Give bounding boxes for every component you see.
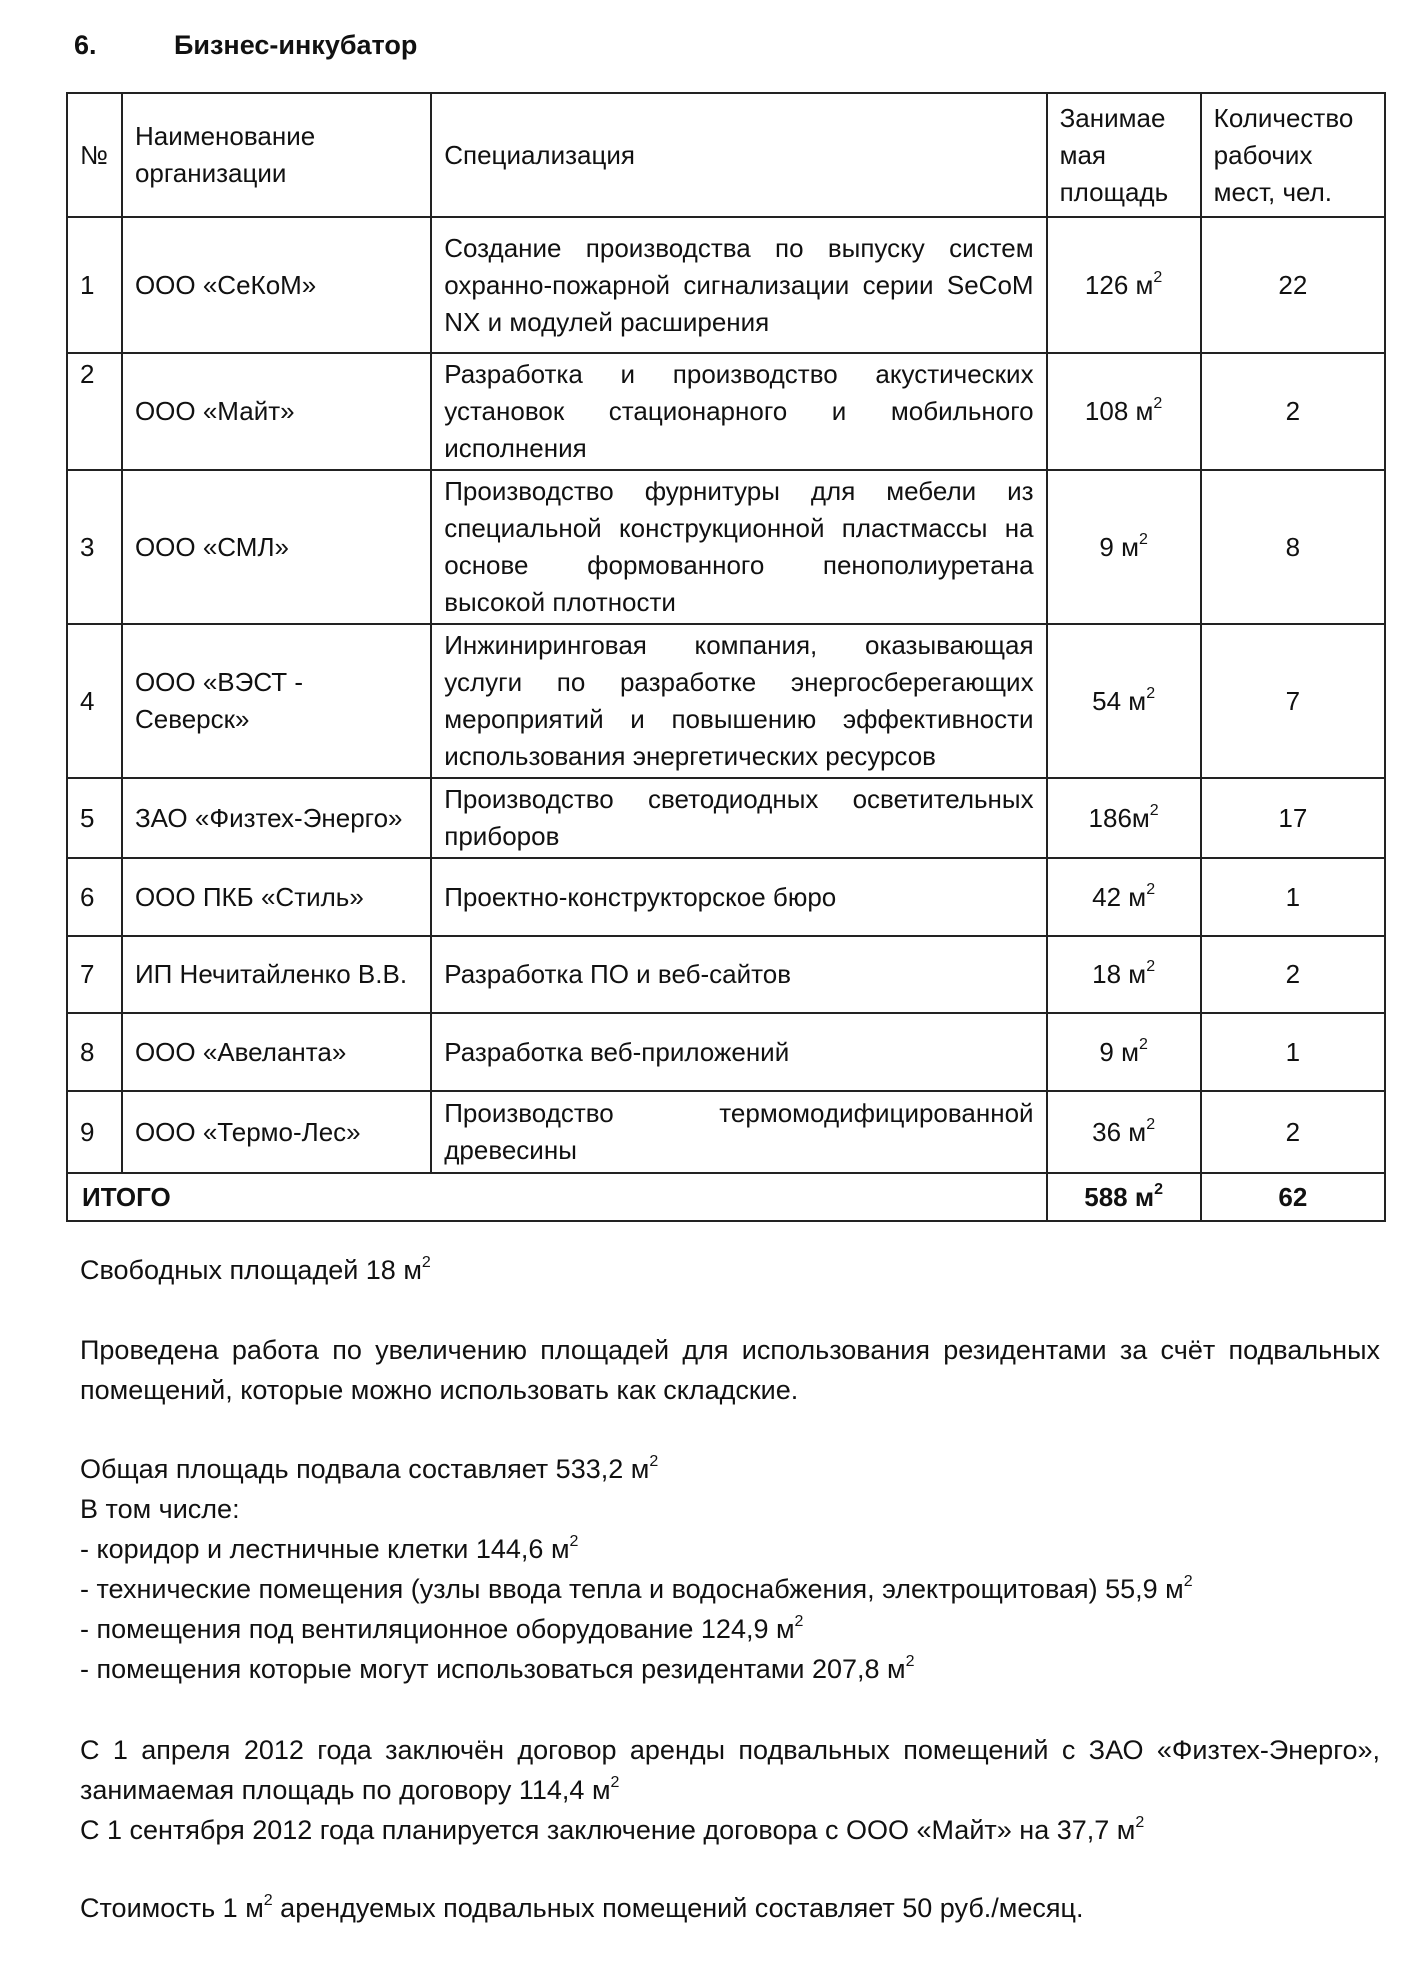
area-value: 9 м xyxy=(1099,531,1139,562)
row-number: 9 xyxy=(67,1091,122,1173)
basement-work-text: Проведена работа по увеличению площадей для использования резидентами за счёт подвальных помещений, которые можно использовать как складские. xyxy=(80,1335,1380,1405)
table-row xyxy=(67,936,1385,1013)
area-cell xyxy=(1047,858,1201,936)
row-number: 4 xyxy=(67,624,122,778)
workplaces-cell: 2 xyxy=(1201,936,1385,1013)
specialization: Разработка ПО и веб-сайтов xyxy=(431,936,1046,1013)
area-value: 36 м xyxy=(1092,1116,1147,1147)
specialization: Производство термомодифицированной древесины xyxy=(431,1091,1046,1173)
lease-block xyxy=(80,1730,1380,1850)
area-superscript: 2 xyxy=(1135,1814,1145,1831)
area-superscript: 2 xyxy=(421,1254,431,1271)
workplaces-cell: 7 xyxy=(1201,624,1385,778)
total-area-cell xyxy=(1047,1173,1201,1221)
area-superscript: 2 xyxy=(1146,880,1156,898)
area-superscript: 2 xyxy=(1149,801,1159,819)
org-name: ЗАО «Физтех-Энерго» xyxy=(122,778,431,858)
workplaces-cell: 2 xyxy=(1201,1091,1385,1173)
cost-text-start: Стоимость 1 м xyxy=(80,1893,264,1923)
total-workplaces: 62 xyxy=(1201,1173,1385,1221)
org-name: ИП Нечитайленко В.В. xyxy=(122,936,431,1013)
area-value: 186м xyxy=(1088,802,1150,833)
header-no: № xyxy=(67,93,122,217)
area-superscript: 2 xyxy=(569,1533,579,1550)
header-workplaces: Количество рабочих мест, чел. xyxy=(1201,93,1385,217)
free-area-paragraph xyxy=(80,1250,1380,1290)
specialization: Производство фурнитуры для мебели из специальной конструкционной пластмассы на основе формованного пенополиуретана высокой плотности xyxy=(431,470,1046,624)
org-name: ООО «СеКоМ» xyxy=(122,217,431,353)
total-row xyxy=(67,1173,1385,1221)
area-superscript: 2 xyxy=(1138,530,1148,548)
row-number: 2 xyxy=(67,353,122,470)
area-superscript: 2 xyxy=(1146,958,1156,976)
workplaces-cell: 17 xyxy=(1201,778,1385,858)
workplaces-cell: 1 xyxy=(1201,858,1385,936)
total-label: ИТОГО xyxy=(67,1173,1047,1221)
area-cell xyxy=(1047,470,1201,624)
row-number: 5 xyxy=(67,778,122,858)
row-number: 6 xyxy=(67,858,122,936)
free-area-text: Свободных площадей 18 м xyxy=(80,1255,422,1285)
area-superscript: 2 xyxy=(1154,1180,1163,1198)
area-superscript: 2 xyxy=(1153,395,1163,413)
breakdown-item: - коридор и лестничные клетки 144,6 м xyxy=(80,1534,570,1564)
table-row xyxy=(67,217,1385,353)
table-row xyxy=(67,1091,1385,1173)
area-superscript: 2 xyxy=(1138,1035,1148,1053)
org-name: ООО «СМЛ» xyxy=(122,470,431,624)
org-name: ООО «Термо-Лес» xyxy=(122,1091,431,1173)
header-name: Наименование организации xyxy=(122,93,431,217)
breakdown-item: - помещения которые могут использоваться резидентами 207,8 м xyxy=(80,1654,906,1684)
area-cell xyxy=(1047,936,1201,1013)
cost-text-end: арендуемых подвальных помещений составляет 50 руб./месяц. xyxy=(272,1893,1084,1923)
row-number: 1 xyxy=(67,217,122,353)
section-title: Бизнес-инкубатор xyxy=(174,30,418,60)
area-superscript: 2 xyxy=(263,1892,273,1909)
basement-work-paragraph xyxy=(80,1330,1380,1410)
row-number: 8 xyxy=(67,1013,122,1091)
org-name: ООО ПКБ «Стиль» xyxy=(122,858,431,936)
workplaces-cell: 22 xyxy=(1201,217,1385,353)
area-superscript: 2 xyxy=(1183,1573,1193,1590)
area-value: 42 м xyxy=(1092,881,1147,912)
table-row xyxy=(67,1013,1385,1091)
breakdown-item: - помещения под вентиляционное оборудование 124,9 м xyxy=(80,1614,795,1644)
cost-paragraph xyxy=(80,1888,1380,1928)
org-name: ООО «ВЭСТ - Северск» xyxy=(122,624,431,778)
header-specialization: Специализация xyxy=(431,93,1046,217)
table-row xyxy=(67,858,1385,936)
area-superscript: 2 xyxy=(1146,1115,1156,1133)
section-heading xyxy=(74,30,417,61)
specialization: Разработка веб-приложений xyxy=(431,1013,1046,1091)
area-value: 9 м xyxy=(1099,1036,1139,1067)
org-name: ООО «Авеланта» xyxy=(122,1013,431,1091)
section-number: 6. xyxy=(74,30,97,60)
org-name: ООО «Майт» xyxy=(122,353,431,470)
specialization: Инжиниринговая компания, оказывающая услуги по разработке энергосберегающих мероприятий и повышению эффективности использования энергетических ресурсов xyxy=(431,624,1046,778)
area-value: 126 м xyxy=(1084,269,1154,300)
specialization: Производство светодиодных осветительных приборов xyxy=(431,778,1046,858)
area-superscript: 2 xyxy=(610,1774,620,1791)
header-area: Занимае мая площадь xyxy=(1047,93,1201,217)
table-row xyxy=(67,778,1385,858)
breakdown-item: - технические помещения (узлы ввода тепла и водоснабжения, электрощитовая) 55,9 м xyxy=(80,1574,1184,1604)
basement-breakdown-block xyxy=(80,1449,1380,1689)
specialization: Разработка и производство акустических установок стационарного и мобильного исполнения xyxy=(431,353,1046,470)
area-superscript: 2 xyxy=(905,1653,915,1670)
specialization: Создание производства по выпуску систем охранно-пожарной сигнализации серии SeCoM NX и модулей расширения xyxy=(431,217,1046,353)
row-number: 7 xyxy=(67,936,122,1013)
specialization: Проектно-конструкторское бюро xyxy=(431,858,1046,936)
area-cell xyxy=(1047,1013,1201,1091)
incubator-residents-table xyxy=(66,92,1386,1222)
workplaces-cell: 2 xyxy=(1201,353,1385,470)
area-cell xyxy=(1047,624,1201,778)
area-value: 54 м xyxy=(1092,685,1147,716)
table-row xyxy=(67,624,1385,778)
area-cell xyxy=(1047,353,1201,470)
table-row xyxy=(67,470,1385,624)
workplaces-cell: 1 xyxy=(1201,1013,1385,1091)
table-row xyxy=(67,353,1385,470)
row-number: 3 xyxy=(67,470,122,624)
total-area-value: 588 м xyxy=(1084,1181,1155,1212)
area-superscript: 2 xyxy=(1146,684,1156,702)
area-value: 108 м xyxy=(1084,396,1154,426)
area-superscript: 2 xyxy=(1153,268,1163,286)
area-superscript: 2 xyxy=(794,1613,804,1630)
area-cell xyxy=(1047,778,1201,858)
lease-fiztekh-text: С 1 апреля 2012 года заключён договор аренды подвальных помещений с ЗАО «Физтех-Энерго», занимаемая площадь по договору 114,4 м xyxy=(80,1735,1380,1805)
area-cell xyxy=(1047,217,1201,353)
area-value: 18 м xyxy=(1092,959,1147,989)
table-header-row xyxy=(67,93,1385,217)
area-cell xyxy=(1047,1091,1201,1173)
including-text: В том числе: xyxy=(80,1494,240,1524)
lease-mait-text: С 1 сентября 2012 года планируется заключение договора с ООО «Майт» на 37,7 м xyxy=(80,1815,1136,1845)
basement-total-text: Общая площадь подвала составляет 533,2 м xyxy=(80,1454,650,1484)
area-superscript: 2 xyxy=(649,1453,659,1470)
workplaces-cell: 8 xyxy=(1201,470,1385,624)
